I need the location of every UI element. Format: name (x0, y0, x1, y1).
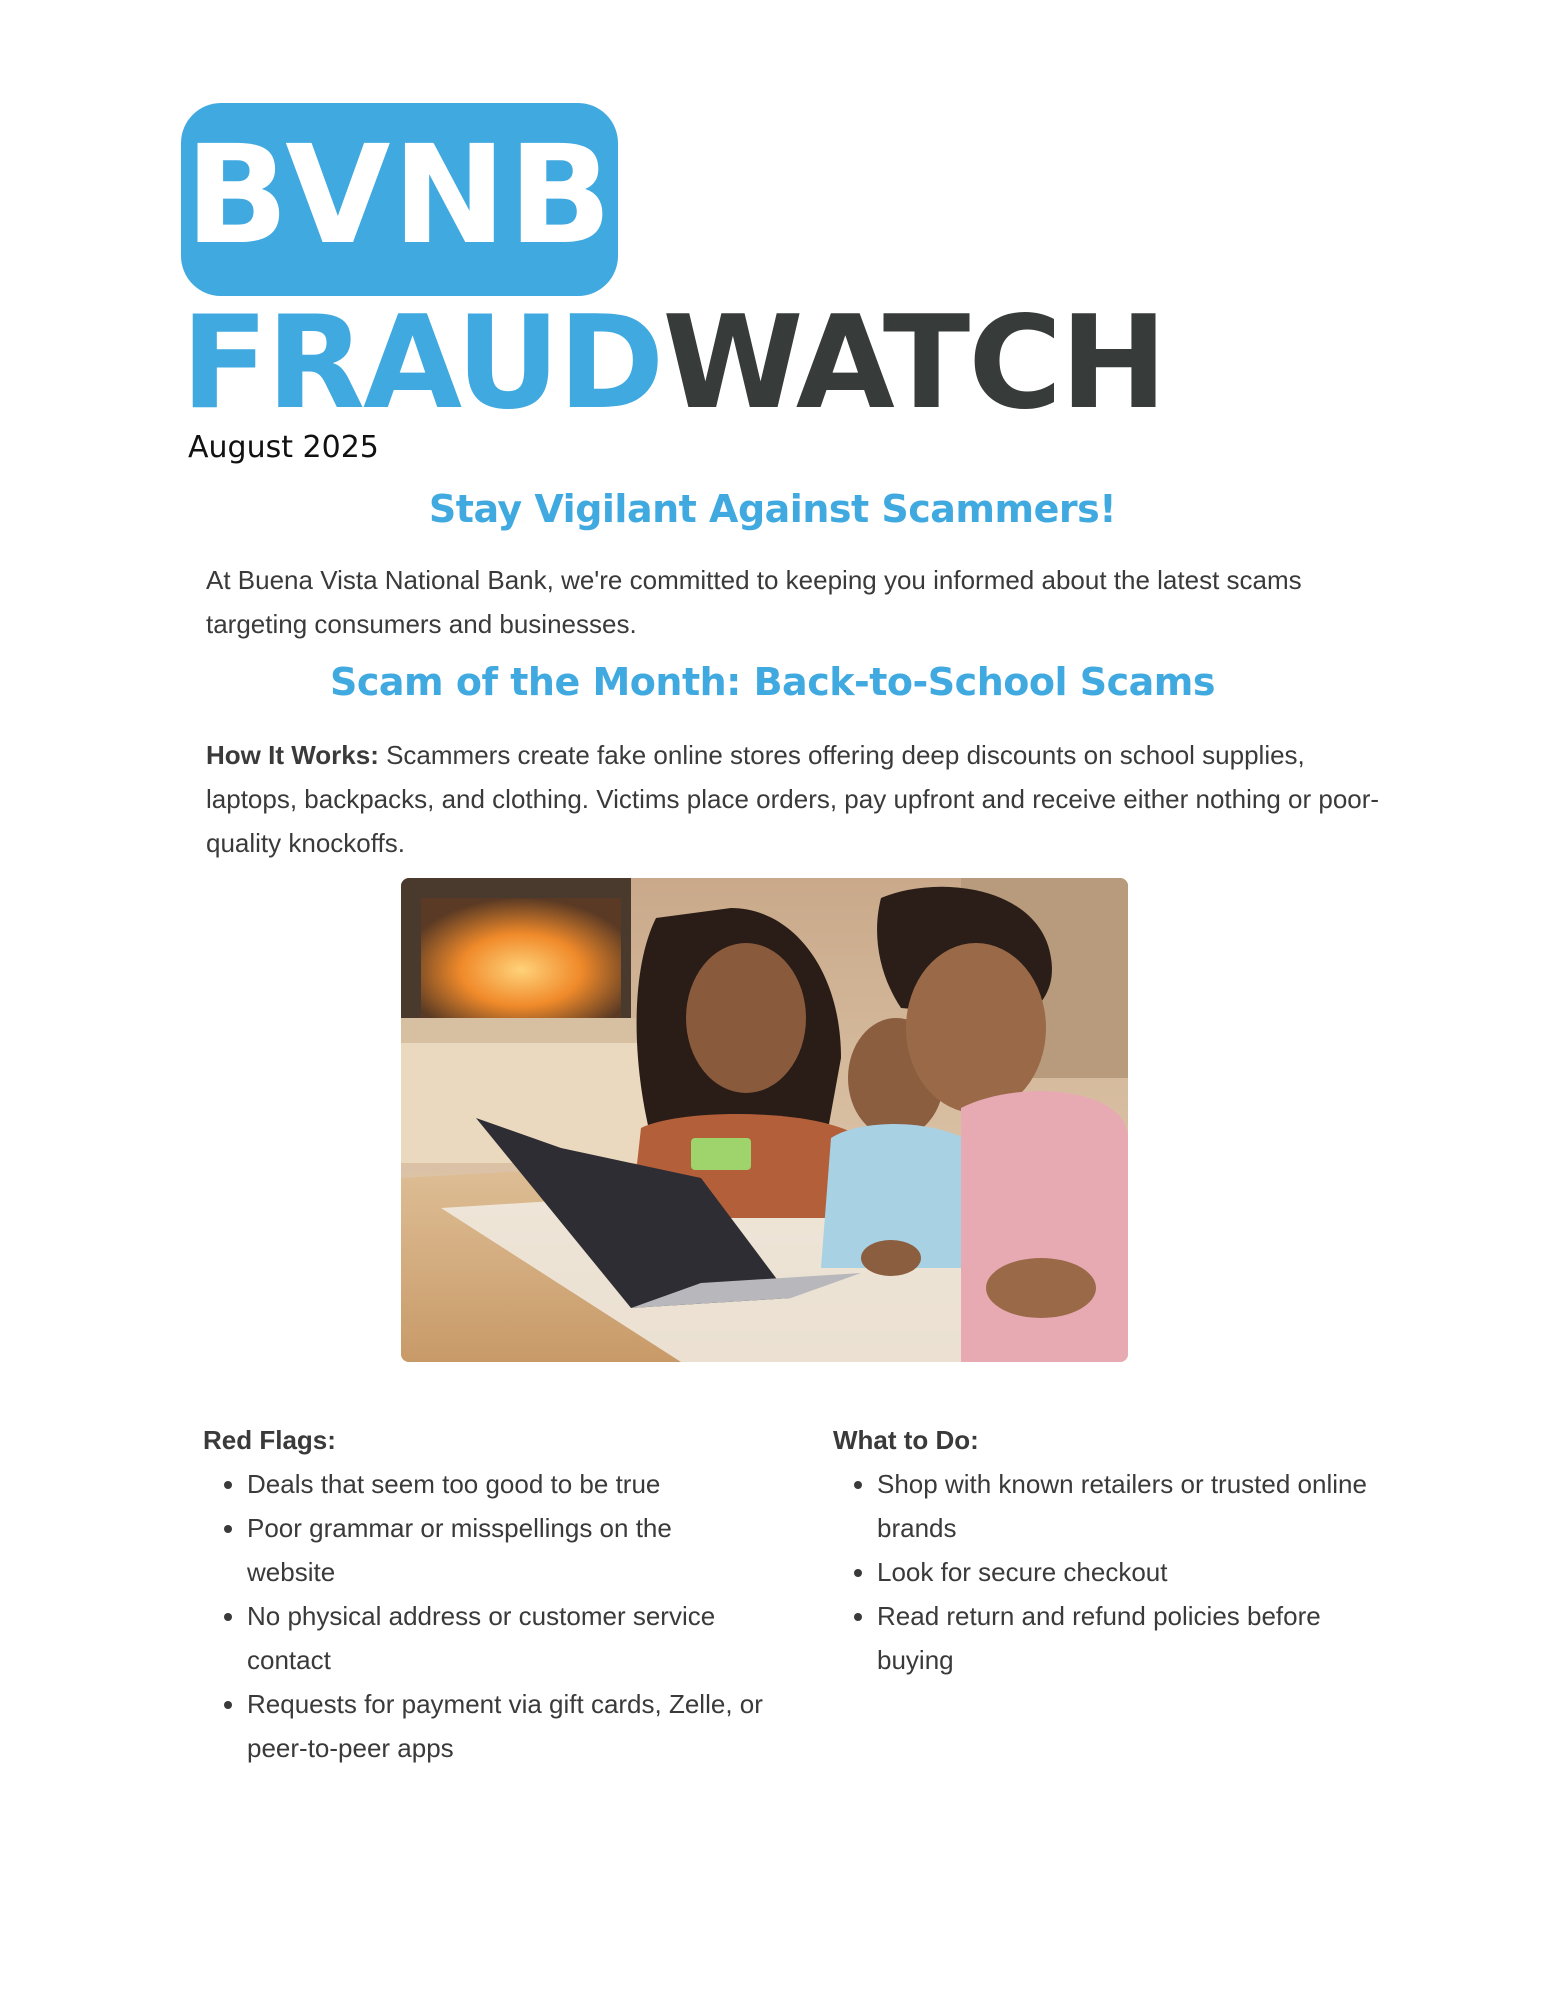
list-item: • Shop with known retailers or trusted online brands (877, 1462, 1393, 1550)
issue-date: August 2025 (188, 430, 379, 465)
how-it-works-label: How It Works: (206, 740, 379, 770)
title-watch: WATCH (662, 289, 1166, 438)
list-item: • Look for secure checkout (877, 1550, 1393, 1594)
what-to-do-section (833, 1418, 1393, 1682)
what-to-do-title: What to Do: (833, 1425, 979, 1455)
list-item: • Deals that seem too good to be true (247, 1462, 763, 1506)
how-it-works-text: Scammers create fake online stores offering deep discounts on school supplies, laptops, backpacks, and clothing. Victims place orders, pay upfront and receive either nothing or poor-quality knockoffs. (206, 740, 1380, 858)
family-laptop-photo (401, 878, 1128, 1362)
intro-paragraph: At Buena Vista National Bank, we're committed to keeping you informed about the latest scams targeting consumers and businesses. (206, 565, 1302, 639)
intro-heading: Stay Vigilant Against Scammers! (428, 487, 1117, 531)
logo-text: BVNB (185, 116, 614, 275)
red-flags-list (203, 1462, 763, 1770)
what-to-do-list (833, 1462, 1393, 1682)
title-fraud: FRAUD (181, 289, 663, 438)
bvnb-logo (181, 103, 618, 296)
list-item: • Requests for payment via gift cards, Zelle, or peer-to-peer apps (247, 1682, 763, 1770)
red-flags-section (203, 1418, 763, 1770)
list-item: • Poor grammar or misspellings on the website (247, 1506, 763, 1594)
list-item: • Read return and refund policies before buying (877, 1594, 1393, 1682)
how-it-works-paragraph (206, 733, 1381, 865)
newsletter-title (181, 289, 1166, 438)
scam-heading: Scam of the Month: Back-to-School Scams (330, 660, 1215, 704)
red-flags-title: Red Flags: (203, 1425, 336, 1455)
list-item: • No physical address or customer service contact (247, 1594, 763, 1682)
